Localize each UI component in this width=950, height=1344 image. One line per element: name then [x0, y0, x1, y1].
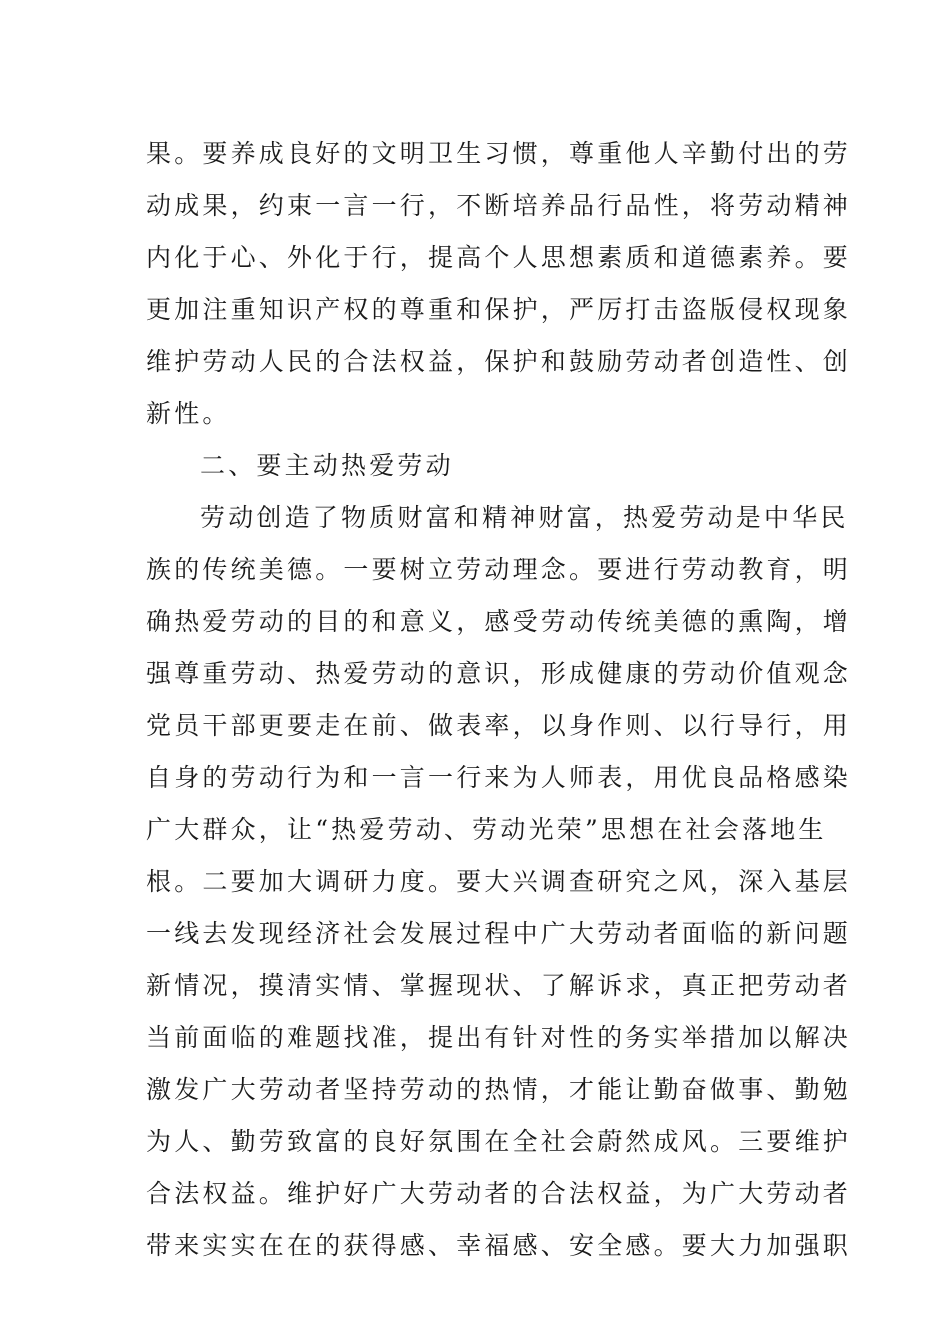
text-line: 果。要养成良好的文明卫生习惯，尊重他人辛勤付出的劳	[146, 139, 852, 168]
body-text	[146, 128, 852, 1272]
text-line: 内化于心、外化于行，提高个人思想素质和道德素养。要	[146, 243, 852, 272]
text-line: 新情况，摸清实情、掌握现状、了解诉求，真正把劳动者	[146, 971, 852, 1000]
text-line: 动成果，约束一言一行，不断培养品行品性，将劳动精神	[146, 191, 852, 220]
text-line: 当前面临的难题找准，提出有针对性的务实举措加以解决	[146, 1023, 852, 1052]
text-line: 更加注重知识产权的尊重和保护，严厉打击盗版侵权现象	[146, 295, 852, 324]
text-line: 确热爱劳动的目的和意义，感受劳动传统美德的熏陶，增	[146, 607, 852, 636]
paragraph-first-line: 劳动创造了物质财富和精神财富，热爱劳动是中华民	[200, 503, 849, 532]
text-line: 一线去发现经济社会发展过程中广大劳动者面临的新问题	[146, 919, 852, 948]
text-line: 新性。	[146, 399, 231, 428]
text-line: 合法权益。维护好广大劳动者的合法权益，为广大劳动者	[146, 1179, 852, 1208]
text-line: 广大群众，让“热爱劳动、劳动光荣”思想在社会落地生	[146, 815, 827, 844]
text-line: 为人、勤劳致富的良好氛围在全社会蔚然成风。三要维护	[146, 1127, 852, 1156]
text-line: 根。二要加大调研力度。要大兴调查研究之风，深入基层	[146, 867, 852, 896]
text-line: 激发广大劳动者坚持劳动的热情，才能让勤奋做事、勤勉	[146, 1075, 852, 1104]
text-line: 维护劳动人民的合法权益，保护和鼓励劳动者创造性、创	[146, 347, 852, 376]
section-heading: 二、要主动热爱劳动	[200, 451, 454, 480]
text-line: 强尊重劳动、热爱劳动的意识，形成健康的劳动价值观念	[146, 659, 852, 688]
text-line: 族的传统美德。一要树立劳动理念。要进行劳动教育，明	[146, 555, 852, 584]
text-line: 带来实实在在的获得感、幸福感、安全感。要大力加强职	[146, 1231, 852, 1260]
text-line: 自身的劳动行为和一言一行来为人师表，用优良品格感染	[146, 763, 852, 792]
text-line: 党员干部更要走在前、做表率，以身作则、以行导行，用	[146, 711, 852, 740]
